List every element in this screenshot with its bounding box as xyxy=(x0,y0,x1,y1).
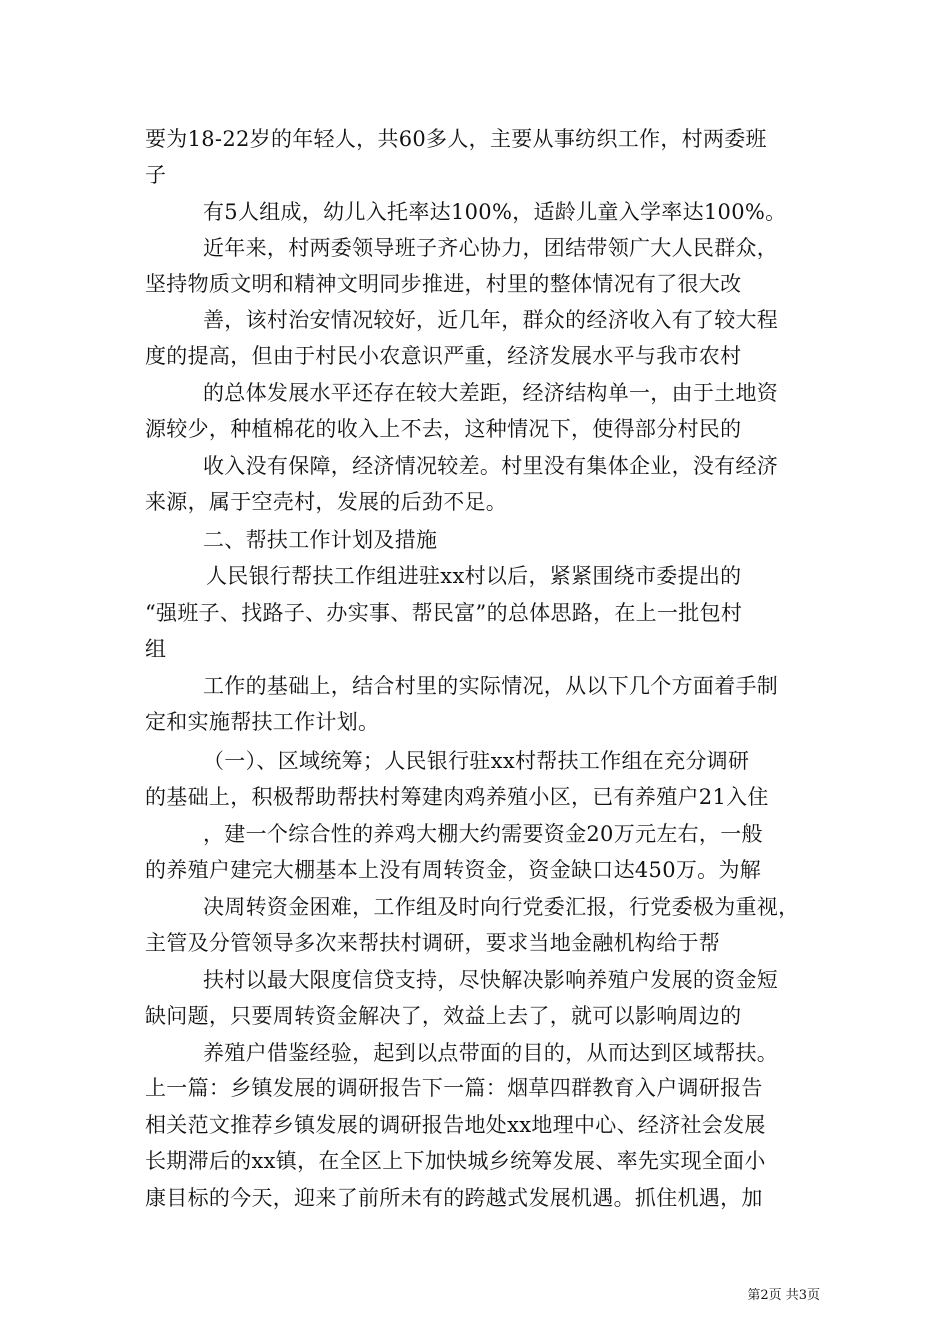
text-line: 康目标的今天，迎来了前所未有的跨越式发展机遇。抓住机遇，加 xyxy=(145,1186,763,1210)
text-line: 近年来，村两委领导班子齐心协力，团结带领广大人民群众， xyxy=(203,236,779,260)
text-line: （一）、区域统筹；人民银行驻xx村帮扶工作组在充分调研 xyxy=(203,749,750,773)
text-line: “强班子、找路子、办实事、帮民富”的总体思路，在上一批包村 xyxy=(145,601,743,625)
text-line: 主管及分管领导多次来帮扶村调研，要求当地金融机构给于帮 xyxy=(145,931,721,955)
text-line: ，建一个综合性的养鸡大棚大约需要资金20万元左右，一般 xyxy=(203,822,763,846)
prev-next-links[interactable]: 上一篇：乡镇发展的调研报告下一篇：烟草四群教育入户调研报告 xyxy=(145,1076,763,1100)
text-line: 工作的基础上，结合村里的实际情况，从以下几个方面着手制 xyxy=(203,674,779,698)
text-line: 收入没有保障，经济情况较差。村里没有集体企业，没有经济 xyxy=(203,454,779,478)
page-number: 第2页 共3页 xyxy=(747,1288,820,1303)
text-line: 长期滞后的xx镇，在全区上下加快城乡统筹发展、率先实现全面小 xyxy=(145,1149,766,1173)
text-line: 来源，属于空壳村，发展的后劲不足。 xyxy=(145,490,508,514)
related-articles-line: 相关范文推荐乡镇发展的调研报告地处xx地理中心、经济社会发展 xyxy=(145,1113,766,1137)
text-line: 度的提高，但由于村民小农意识严重，经济发展水平与我市农村 xyxy=(145,344,742,368)
text-line: 有5人组成，幼儿入托率达100%，适龄儿童入学率达100%。 xyxy=(203,200,787,224)
text-line: 决周转资金困难，工作组及时向行党委汇报，行党委极为重视， xyxy=(203,895,800,919)
text-line: 子 xyxy=(145,163,167,187)
text-line: 善，该村治安情况较好，近几年，群众的经济收入有了较大程 xyxy=(203,308,779,332)
text-line: 组 xyxy=(145,637,167,661)
text-line: 的养殖户建完大棚基本上没有周转资金，资金缺口达450万。为解 xyxy=(145,858,762,882)
text-line: 养殖户借鉴经验，起到以点带面的目的，从而达到区域帮扶。 xyxy=(203,1041,779,1065)
text-line: 人民银行帮扶工作组进驻xx村以后，紧紧围绕市委提出的 xyxy=(206,564,742,588)
text-line: 定和实施帮扶工作计划。 xyxy=(145,710,380,734)
text-line: 源较少，种植棉花的收入上不去，这种情况下，使得部分村民的 xyxy=(145,417,742,441)
section-heading: 二、帮扶工作计划及措施 xyxy=(203,528,438,552)
text-line: 扶村以最大限度信贷支持，尽快解决影响养殖户发展的资金短 xyxy=(203,968,779,992)
text-line: 坚持物质文明和精神文明同步推进，村里的整体情况有了很大改 xyxy=(145,272,742,296)
text-line: 要为18-22岁的年轻人，共60多人，主要从事纺织工作，村两委班 xyxy=(145,127,767,151)
text-line: 的基础上，积极帮助帮扶村筹建肉鸡养殖小区，已有养殖户21入住 xyxy=(145,785,769,809)
text-line: 缺问题，只要周转资金解决了，效益上去了，就可以影响周边的 xyxy=(145,1004,742,1028)
text-line: 的总体发展水平还存在较大差距，经济结构单一，由于土地资 xyxy=(203,381,779,405)
